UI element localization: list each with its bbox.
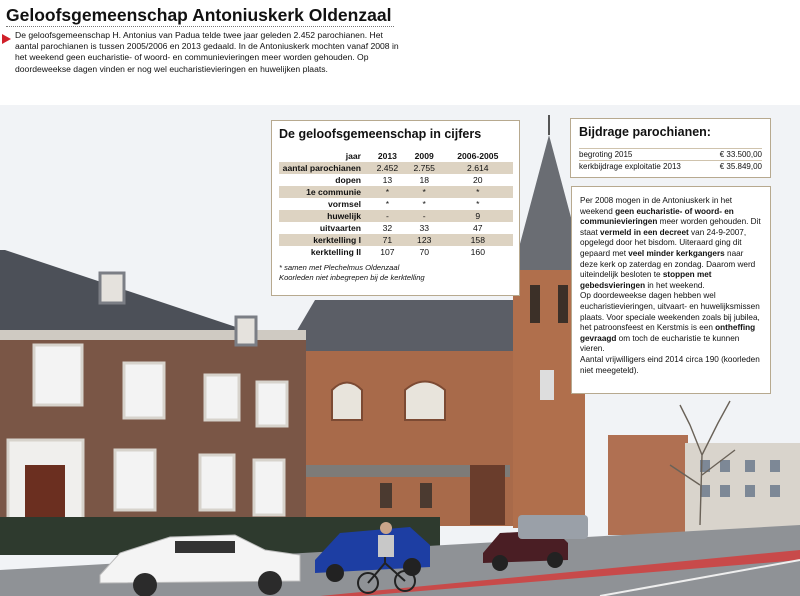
intro-paragraph: De geloofsgemeenschap H. Antonius van Padua telde twee jaar geleden 2.452 parochianen. Het aantal parochianen is tussen 2005/2006 en 2013 gedaald. In de Antoniuskerk mochten vanaf 2008 in het weekend geen eucharistie- of woord- en communievieringen meer worden gehouden. Op doordeweekse dagen vinden er nog wel eucharistievieringen en huwelijken plaats.: [15, 30, 399, 74]
cell: 18: [419, 175, 429, 185]
cell: 33: [419, 223, 429, 233]
header-2009: 2009: [414, 151, 434, 161]
bijdrage-rows: [579, 148, 762, 172]
header-2013: 2013: [377, 151, 397, 161]
cell: -: [406, 210, 443, 222]
title-rule: [6, 26, 394, 27]
table-header-row: [279, 150, 513, 162]
detail-box: [571, 186, 771, 394]
bijdrage-row: [579, 160, 762, 172]
row-label: aantal parochianen: [279, 162, 369, 174]
table-row: [279, 222, 513, 234]
row-label: vormsel: [328, 199, 361, 209]
building-right: [608, 435, 688, 535]
cell: 2.614: [443, 162, 513, 174]
note-line-2: Koorleden niet inbegrepen bij de kerktelling: [279, 273, 425, 282]
row-label: 1e communie: [279, 186, 369, 198]
bijdrage-value: € 35.849,00: [719, 162, 762, 171]
cell: 13: [382, 175, 393, 185]
cell: 32: [382, 223, 393, 233]
table-row: [279, 162, 513, 174]
note-line-1: * samen met Plechelmus Oldenzaal: [279, 263, 400, 272]
header-2006-2005: 2006-2005: [457, 151, 499, 161]
table-row: [279, 198, 513, 210]
row-label: kerktelling II: [310, 247, 361, 257]
table-row: [279, 234, 513, 246]
cell: *: [422, 199, 426, 209]
table-row: [279, 174, 513, 186]
row-label: uitvaarten: [319, 223, 361, 233]
cell: 2.755: [406, 162, 443, 174]
row-label: dopen: [335, 175, 361, 185]
cell: 2.452: [369, 162, 406, 174]
table-row: [279, 210, 513, 222]
cell: *: [406, 186, 443, 198]
detail-paragraph-3: Aantal vrijwilligers eind 2014 circa 190 (koorleden niet meegeteld).: [580, 354, 760, 375]
cell: 158: [443, 234, 513, 246]
cell: 71: [369, 234, 406, 246]
table-row: [279, 186, 513, 198]
stats-table: [279, 150, 513, 258]
cell: 20: [473, 175, 483, 185]
church-roof: [285, 300, 515, 351]
detail-paragraph-1: Per 2008 mogen in de Antoniuskerk in het weekend geen eucharistie- of woord- en communievieringen meer worden gehouden. Dit staat vermeld in een decreet van 24-9-2007, opgelegd door het bisdom. Uiteraard ging dit gepaard met veel minder kerkgangers naar deze kerk op zaterdag en zondag. Daarom werd uiteindelijk besloten te stoppen met gebedsvieringen in het weekend.: [580, 196, 761, 290]
stats-title: De geloofsgemeenschap in cijfers: [279, 127, 482, 141]
cell: 9: [443, 210, 513, 222]
cell: 123: [406, 234, 443, 246]
cell: 47: [473, 223, 483, 233]
cell: *: [443, 186, 513, 198]
bijdrage-value: € 33.500,00: [719, 150, 762, 159]
bijdrage-label: kerkbijdrage exploitatie 2013: [579, 162, 681, 171]
header-jaar: jaar: [345, 151, 361, 161]
detail-paragraph-2: Op doordeweekse dagen hebben wel eucharistievieringen, uitvaart- en huwelijksmissen plaats. Voor speciale weekenden zoals bij jubilea, het patroonsfeest en Kerstmis is een ontheffing gevraagd om toch de eucharistie te kunnen vieren.: [580, 291, 760, 354]
row-label: huwelijk: [279, 210, 369, 222]
bijdrage-row: [579, 148, 762, 160]
cell: 160: [470, 247, 485, 257]
stats-box: [271, 120, 520, 296]
cell: 107: [380, 247, 395, 257]
cell: 70: [419, 247, 429, 257]
table-row: [279, 246, 513, 258]
cell: *: [476, 199, 480, 209]
article-title: Geloofsgemeenschap Antoniuskerk Oldenzaal: [6, 5, 392, 25]
cell: -: [369, 210, 406, 222]
row-label: kerktelling I: [279, 234, 369, 246]
bijdrage-title: Bijdrage parochianen:: [579, 125, 711, 139]
bijdrage-box: [570, 118, 771, 178]
red-triangle-icon: [2, 34, 11, 44]
bijdrage-label: begroting 2015: [579, 150, 633, 159]
cell: *: [369, 186, 406, 198]
cell: *: [385, 199, 390, 209]
stats-note: [279, 263, 512, 283]
